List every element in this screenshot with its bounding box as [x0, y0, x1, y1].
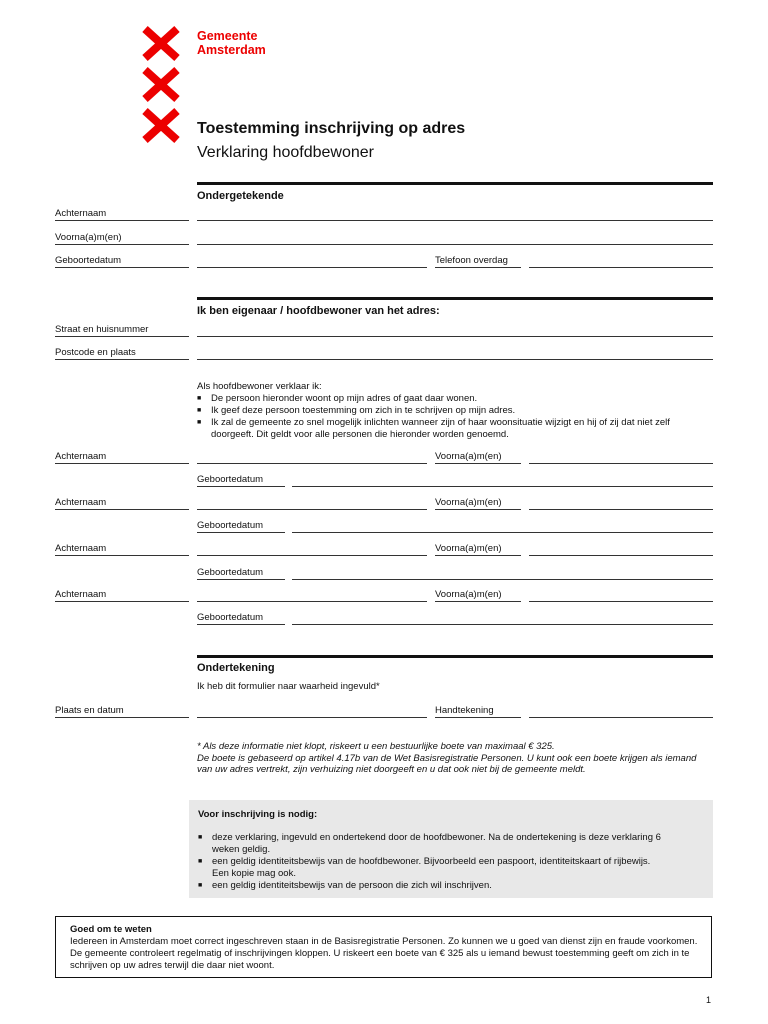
footnote-line-1: * Als deze informatie niet klopt, riskeert u een bestuurlijke boete van maximaal € 325. [197, 741, 555, 752]
person-lastname-field[interactable] [197, 463, 427, 464]
requirement-item: ■ een geldig identiteitsbewijs van de persoon die zich wil inschrijven. [198, 880, 668, 892]
footnote-line-2: De boete is gebaseerd op artikel 4.17b van de Wet Basisregistratie Personen. U kunt ook een boete krijgen als iemand van uw adres vertrekt, zijn verhuizing niet doorgeeft en u dat ook niet bij de gemeente meldt. [197, 752, 697, 775]
signature-label-rule [435, 717, 521, 718]
label-phone: Telefoon overdag [435, 255, 508, 266]
person-birthdate-label-rule [197, 532, 285, 533]
person-firstnames-field[interactable] [529, 555, 713, 556]
person-firstnames-field[interactable] [529, 601, 713, 602]
label-place-date: Plaats en datum [55, 705, 124, 716]
label-lastname: Achternaam [55, 208, 107, 219]
postcode-field[interactable] [197, 359, 713, 360]
label-person-birthdate: Geboortedatum [197, 520, 264, 531]
good-to-know-heading: Goed om te weten [70, 924, 152, 935]
place-date-label-rule [55, 717, 189, 718]
logo-line-2: Amsterdam [197, 43, 266, 57]
label-person-firstnames: Voorna(a)m(en) [435, 451, 502, 462]
section-divider [197, 655, 713, 658]
label-firstnames: Voorna(a)m(en) [55, 232, 122, 243]
requirement-item: ■ deze verklaring, ingevuld en ondertekend door de hoofdbewoner. Na de ondertekening is deze verklaring 6 weken geldig. [198, 832, 668, 856]
label-person-firstnames: Voorna(a)m(en) [435, 497, 502, 508]
person-firstnames-label-rule [435, 601, 521, 602]
declaration-list [197, 393, 672, 441]
label-person-lastname: Achternaam [55, 497, 107, 508]
person-lastname-field[interactable] [197, 555, 427, 556]
label-person-birthdate: Geboortedatum [197, 474, 264, 485]
requirements-box [189, 800, 713, 898]
person-birthdate-field[interactable] [292, 624, 713, 625]
section-heading-owner: Ik ben eigenaar / hoofdbewoner van het adres: [197, 305, 440, 317]
person-lastname-field[interactable] [197, 509, 427, 510]
requirement-item: ■ een geldig identiteitsbewijs van de hoofdbewoner. Bijvoorbeeld een paspoort, identiteitskaart of rijbewijs. Een kopie mag ook. [198, 856, 668, 880]
person-lastname-label-rule [55, 509, 189, 510]
section-heading-signing: Ondertekening [197, 662, 275, 674]
label-person-firstnames: Voorna(a)m(en) [435, 543, 502, 554]
street-label-rule [55, 336, 189, 337]
label-person-lastname: Achternaam [55, 589, 107, 600]
requirements-list [198, 832, 668, 892]
declaration-intro: Als hoofdbewoner verklaar ik: [197, 381, 322, 392]
firstnames-label-rule [55, 244, 189, 245]
lastname-label-rule [55, 220, 189, 221]
person-birthdate-label-rule [197, 579, 285, 580]
phone-label-rule [435, 267, 521, 268]
person-lastname-label-rule [55, 601, 189, 602]
person-lastname-label-rule [55, 555, 189, 556]
person-birthdate-label-rule [197, 486, 285, 487]
person-birthdate-field[interactable] [292, 486, 713, 487]
label-signature: Handtekening [435, 705, 494, 716]
person-birthdate-field[interactable] [292, 532, 713, 533]
label-person-birthdate: Geboortedatum [197, 567, 264, 578]
declaration-item: ■ De persoon hieronder woont op mijn adres of gaat daar wonen. [197, 393, 672, 405]
form-title: Toestemming inschrijving op adres [197, 120, 466, 137]
person-birthdate-label-rule [197, 624, 285, 625]
lastname-field[interactable] [197, 220, 713, 221]
good-to-know-text: Iedereen in Amsterdam moet correct ingeschreven staan in de Basisregistratie Personen. Zo kunnen we u goed van dienst zijn en fraude voorkomen. De gemeente controleert regelmatig of inschrijvingen kloppen. U riskeert een boete van € 325 als u iemand bewust toestemming geeft om zich in te schrijven op uw adres terwijl die daar niet woont. [70, 936, 698, 971]
person-firstnames-label-rule [435, 463, 521, 464]
page-number: 1 [705, 995, 711, 1005]
logo-line-1: Gemeente [197, 29, 258, 43]
requirements-heading: Voor inschrijving is nodig: [198, 809, 318, 820]
section-divider [197, 182, 713, 185]
municipality-name [197, 29, 266, 57]
person-lastname-field[interactable] [197, 601, 427, 602]
section-divider [197, 297, 713, 300]
birthdate-label-rule [55, 267, 189, 268]
penalty-footnote [197, 741, 697, 776]
phone-field[interactable] [529, 267, 713, 268]
label-postcode: Postcode en plaats [55, 347, 136, 358]
firstnames-field[interactable] [197, 244, 713, 245]
person-firstnames-label-rule [435, 555, 521, 556]
good-to-know-box [55, 916, 712, 978]
section-heading-ondergetekende: Ondergetekende [197, 190, 284, 202]
truth-statement: Ik heb dit formulier naar waarheid ingevuld* [197, 681, 380, 692]
form-subtitle: Verklaring hoofdbewoner [197, 144, 375, 161]
amsterdam-crosses-logo [141, 26, 181, 144]
label-person-lastname: Achternaam [55, 543, 107, 554]
person-firstnames-field[interactable] [529, 509, 713, 510]
person-lastname-label-rule [55, 463, 189, 464]
declaration-item: ■ Ik zal de gemeente zo snel mogelijk inlichten wanneer zijn of haar woonsituatie wijzigt en hij of zij dat niet zelf doorgeeft. Dit geldt voor alle personen die hieronder worden genoemd. [197, 417, 672, 441]
place-date-field[interactable] [197, 717, 427, 718]
person-firstnames-field[interactable] [529, 463, 713, 464]
birthdate-field[interactable] [197, 267, 427, 268]
street-field[interactable] [197, 336, 713, 337]
label-person-firstnames: Voorna(a)m(en) [435, 589, 502, 600]
label-birthdate: Geboortedatum [55, 255, 122, 266]
label-person-birthdate: Geboortedatum [197, 612, 264, 623]
declaration-item: ■ Ik geef deze persoon toestemming om zich in te schrijven op mijn adres. [197, 405, 672, 417]
signature-field[interactable] [529, 717, 713, 718]
person-firstnames-label-rule [435, 509, 521, 510]
label-street: Straat en huisnummer [55, 324, 149, 335]
postcode-label-rule [55, 359, 189, 360]
person-birthdate-field[interactable] [292, 579, 713, 580]
label-person-lastname: Achternaam [55, 451, 107, 462]
